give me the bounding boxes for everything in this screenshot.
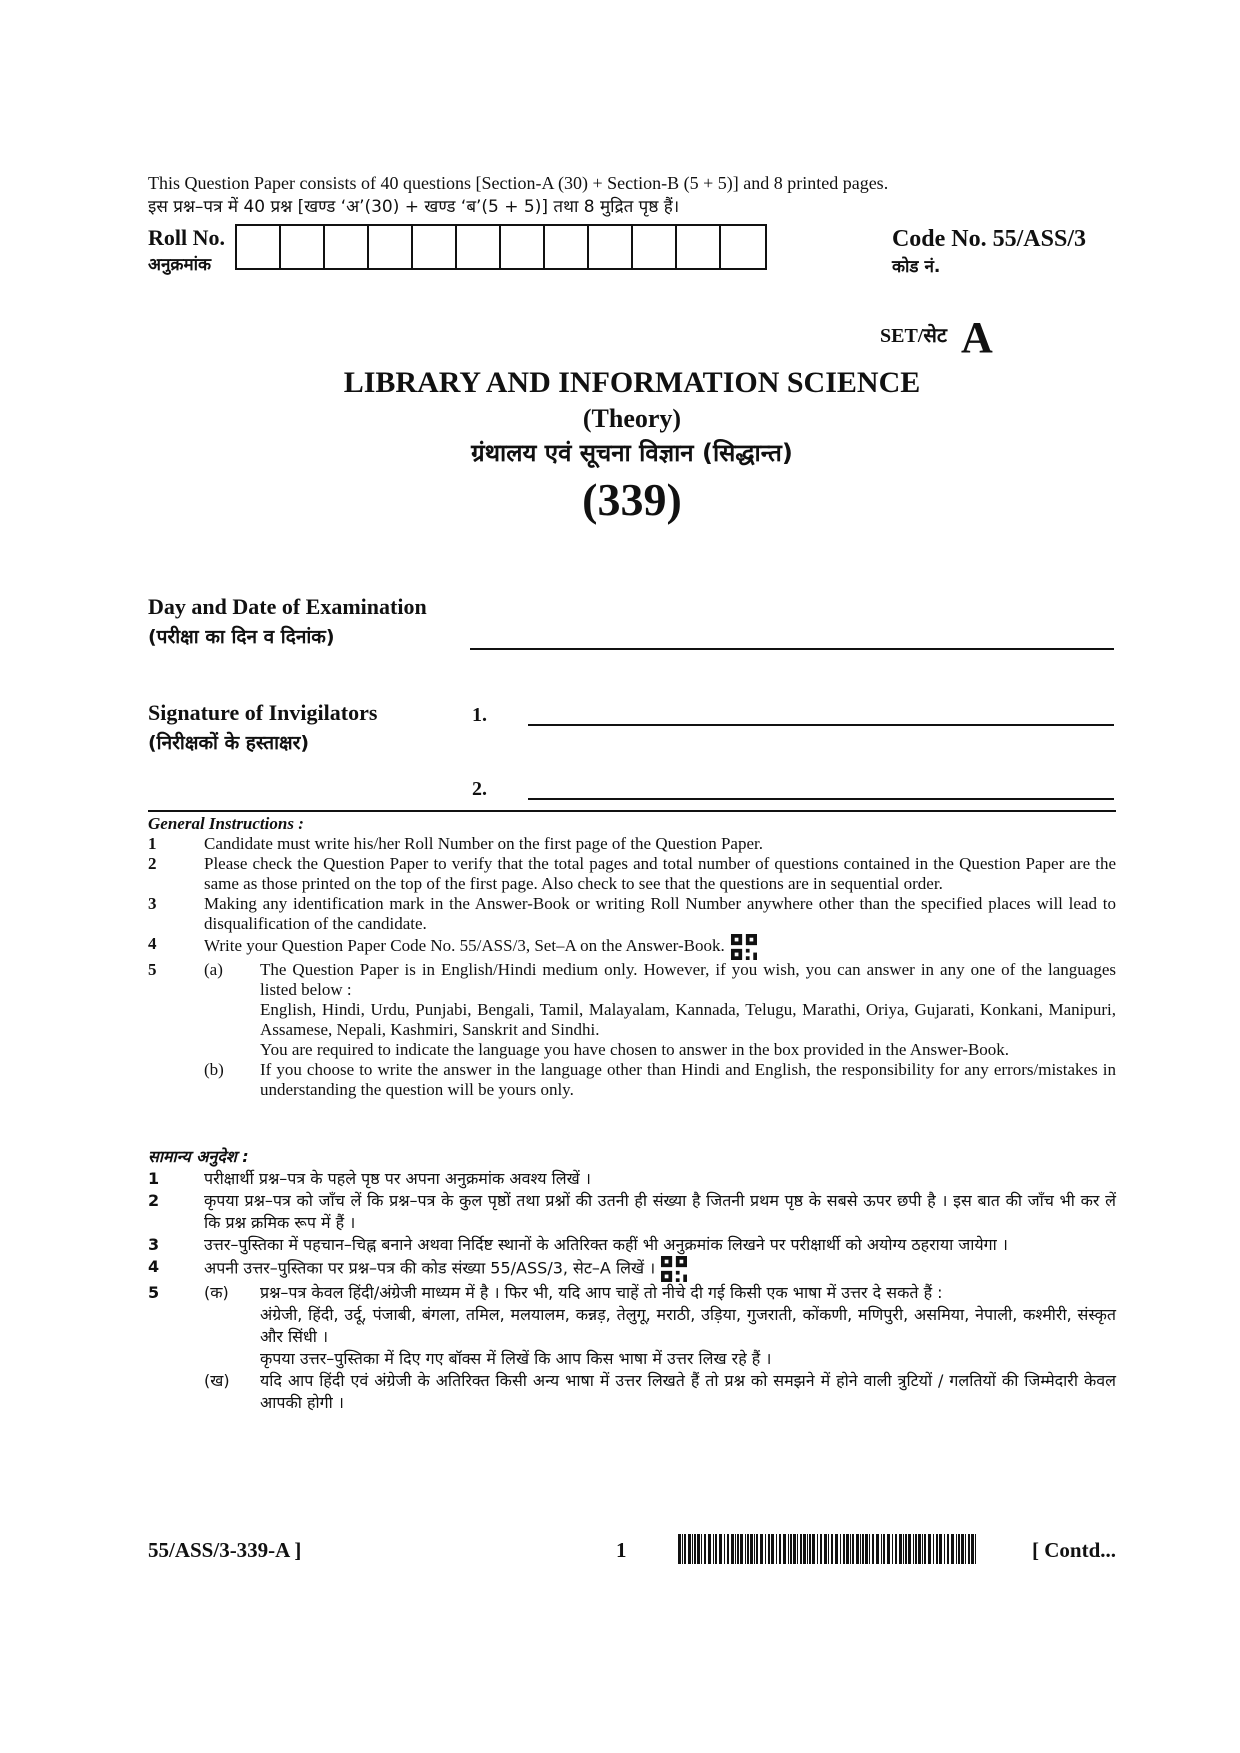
barcode-bar — [760, 1534, 763, 1564]
footer-contd: [ Contd... — [1031, 1538, 1116, 1562]
barcode-bar — [828, 1534, 829, 1564]
barcode-bar — [908, 1534, 911, 1564]
barcode-bar — [682, 1534, 683, 1564]
barcode-bar — [913, 1534, 914, 1564]
barcode-bar — [754, 1534, 755, 1564]
instruction-item: You are required to indicate the language you have chosen to answer in the box provided in the Answer-Book. — [260, 1040, 1010, 1059]
date-line[interactable] — [470, 648, 1114, 650]
signature-field — [148, 698, 377, 758]
barcode-icon — [678, 1534, 978, 1564]
barcode-bar — [776, 1534, 777, 1564]
roll-number-box[interactable] — [413, 226, 457, 268]
barcode-bar — [958, 1534, 960, 1564]
barcode-bar — [719, 1534, 722, 1564]
signature-number-1: 1. — [472, 704, 487, 726]
roll-label: Roll No. — [148, 225, 225, 250]
instruction-item: (b) If you choose to write the answer in the language other than Hindi and English, the responsibility for any errors/mistakes in understanding the question will be yours only. — [204, 1060, 1116, 1099]
barcode-bar — [688, 1534, 691, 1564]
instruction-item: 1 Candidate must write his/her Roll Number on the first page of the Question Paper. — [148, 834, 763, 853]
barcode-bar — [887, 1534, 890, 1564]
barcode-bar — [824, 1534, 827, 1564]
barcode-bar — [793, 1534, 796, 1564]
roll-number-box[interactable] — [281, 226, 325, 268]
paper-info-en: This Question Paper consists of 40 questions [Section-A (30) + Section-B (5 + 5)] and 8 printed pages. — [148, 173, 889, 193]
barcode-bar — [850, 1534, 851, 1564]
roll-label-hi: अनुक्रमांक — [148, 255, 212, 275]
barcode-bar — [862, 1534, 864, 1564]
barcode-bar — [852, 1534, 854, 1564]
qr-code-icon — [731, 934, 757, 960]
page-number: 1 — [616, 1538, 627, 1562]
barcode-bar — [765, 1534, 766, 1564]
instruction-item-hi: 3 उत्तर–पुस्तिका में पहचान–चिह्न बनाने अथवा निर्दिष्ट स्थानों के अतिरिक्त कहीं भी अनुक्रमांक लिखने पर परीक्षार्थी को अयोग्य ठहराया जायेगा । — [148, 1235, 1008, 1254]
instruction-item-hi: अंग्रेजी, हिंदी, उर्दू, पंजाबी, बंगला, तमिल, मलयालम, कन्नड़, तेलुगू, मराठी, उड़िया, गुजराती, कोंकणी, मणिपुरी, असमिया, नेपाली, कश्मीरी, संस्कृत और सिंधी । — [260, 1305, 1116, 1346]
barcode-bar — [820, 1534, 822, 1564]
instruction-item-hi: (ख) यदि आप हिंदी एवं अंग्रेजी के अतिरिक्त किसी अन्य भाषा में उत्तर लिखते हैं तो प्रश्न को समझने में होने वाली त्रुटियों / गलतियों की जिम्मेदारी केवल आपकी होगी । — [204, 1371, 1116, 1412]
roll-number-box[interactable] — [589, 226, 633, 268]
subject-code: (339) — [582, 474, 682, 525]
barcode-bar — [922, 1534, 923, 1564]
barcode-bar — [704, 1534, 706, 1564]
barcode-bar — [883, 1534, 885, 1564]
subject-subtitle: (Theory) — [582, 404, 682, 433]
barcode-bar — [924, 1534, 926, 1564]
date-label: Day and Date of Examination — [148, 594, 427, 619]
barcode-bar — [701, 1534, 702, 1564]
barcode-bar — [735, 1534, 736, 1564]
barcode-bar — [713, 1534, 714, 1564]
barcode-bar — [846, 1534, 849, 1564]
roll-number-box[interactable] — [501, 226, 545, 268]
general-instructions-en — [148, 814, 1116, 1100]
barcode-bar — [745, 1534, 746, 1564]
barcode-bar — [899, 1534, 902, 1564]
barcode-bar — [975, 1534, 976, 1564]
divider — [148, 810, 1116, 812]
instructions-heading-hi: सामान्य अनुदेश : — [148, 1147, 249, 1166]
barcode-bar — [915, 1534, 917, 1564]
barcode-bar — [939, 1534, 942, 1564]
barcode-bar — [779, 1534, 781, 1564]
barcode-bar — [790, 1534, 792, 1564]
barcode-bar — [803, 1534, 806, 1564]
barcode-bar — [768, 1534, 770, 1564]
barcode-bar — [965, 1534, 966, 1564]
barcode-bar — [968, 1534, 970, 1564]
barcode-bar — [797, 1534, 798, 1564]
subject-title: LIBRARY AND INFORMATION SCIENCE — [343, 366, 921, 399]
barcode-bar — [947, 1534, 949, 1564]
roll-number-box[interactable] — [237, 226, 281, 268]
barcode-bar — [807, 1534, 808, 1564]
barcode-bar — [800, 1534, 802, 1564]
barcode-bar — [869, 1534, 870, 1564]
barcode-bar — [740, 1534, 743, 1564]
instruction-item: 3 Making any identification mark in the Answer-Book or writing Roll Number anywhere other than the specified places will lead to disqualification of the candidate. — [148, 894, 1116, 933]
roll-code-row — [148, 224, 1116, 280]
barcode-bar — [936, 1534, 938, 1564]
code-number-hi: कोड नं. — [891, 257, 941, 277]
set-letter: A — [960, 313, 993, 362]
barcode-bar — [756, 1534, 758, 1564]
instruction-item: 5 (a) The Question Paper is in English/Hindi medium only. However, if you wish, you can answer in any one of the languages listed below : — [148, 960, 1116, 999]
barcode-bar — [737, 1534, 739, 1564]
barcode-bar — [933, 1534, 934, 1564]
general-instructions-hi — [148, 1146, 1116, 1414]
page-footer — [148, 1538, 1116, 1578]
roll-number-box[interactable] — [369, 226, 413, 268]
code-number: Code No. 55/ASS/3 — [891, 226, 1086, 252]
set-text: SET/सेट — [880, 325, 947, 348]
instruction-item: 4 Write your Question Paper Code No. 55/ASS/3, Set–A on the Answer-Book. — [148, 934, 1116, 960]
barcode-bar — [895, 1534, 897, 1564]
barcode-bar — [771, 1534, 774, 1564]
subject-title-hi: ग्रंथालय एवं सूचना विज्ञान (सिद्धान्त) — [471, 439, 793, 467]
barcode-bar — [750, 1534, 753, 1564]
footer-code: 55/ASS/3-339-A ] — [148, 1538, 302, 1562]
roll-number-box[interactable] — [677, 226, 721, 268]
roll-number-box[interactable] — [545, 226, 589, 268]
set-label — [880, 312, 993, 363]
barcode-bar — [876, 1534, 879, 1564]
barcode-bar — [809, 1534, 811, 1564]
barcode-bar — [865, 1534, 868, 1564]
barcode-bar — [731, 1534, 734, 1564]
signature-line-1[interactable] — [528, 724, 1114, 726]
barcode-bar — [817, 1534, 818, 1564]
roll-number-box[interactable] — [721, 226, 765, 268]
barcode-bar — [783, 1534, 786, 1564]
question-paper-page — [148, 172, 1116, 1412]
instruction-item: 2 Please check the Question Paper to verify that the total pages and total number of questions contained in the Question Paper are the same as those printed on the top of the first page. Also check to see that the questions are in sequential order. — [148, 854, 1116, 893]
barcode-bar — [727, 1534, 729, 1564]
roll-number-box[interactable] — [325, 226, 369, 268]
signature-label: Signature of Invigilators — [148, 700, 378, 725]
barcode-bar — [944, 1534, 945, 1564]
signature-label-hi: (निरीक्षकों के हस्ताक्षर) — [148, 732, 310, 754]
barcode-bar — [747, 1534, 749, 1564]
barcode-bar — [694, 1534, 696, 1564]
barcode-bar — [971, 1534, 974, 1564]
instruction-item-hi: 4 अपनी उत्तर–पुस्तिका पर प्रश्न–पत्र की कोड संख्या 55/ASS/3, सेट–A लिखें । — [148, 1256, 1116, 1282]
date-label-hi: (परीक्षा का दिन व दिनांक) — [148, 626, 335, 648]
barcode-bar — [812, 1534, 815, 1564]
barcode-bar — [872, 1534, 874, 1564]
barcode-bar — [697, 1534, 700, 1564]
barcode-bar — [903, 1534, 904, 1564]
barcode-bar — [692, 1534, 693, 1564]
barcode-bar — [843, 1534, 845, 1564]
barcode-bar — [918, 1534, 921, 1564]
barcode-bar — [951, 1534, 954, 1564]
barcode-bar — [724, 1534, 725, 1564]
barcode-bar — [840, 1534, 841, 1564]
barcode-bar — [928, 1534, 931, 1564]
barcode-bar — [856, 1534, 859, 1564]
instruction-item-hi: 5 (क) प्रश्न–पत्र केवल हिंदी/अंग्रेजी माध्यम में है । फिर भी, यदि आप चाहें तो नीचे दी गई किसी एक भाषा में उत्तर दे सकते हैं : — [148, 1283, 943, 1302]
instruction-item-hi: 1 परीक्षार्थी प्रश्न–पत्र के पहले पृष्ठ पर अपना अनुक्रमांक अवश्य लिखें । — [148, 1169, 591, 1188]
date-field — [148, 592, 427, 652]
instruction-item: English, Hindi, Urdu, Punjabi, Bengali, Tamil, Malayalam, Kannada, Telugu, Marathi, Oriya, Gujarati, Konkani, Manipuri, Assamese, Nepali, Kashmiri, Sanskrit and Sindhi. — [260, 1000, 1116, 1039]
barcode-bar — [860, 1534, 861, 1564]
barcode-bar — [788, 1534, 789, 1564]
signature-number-2: 2. — [472, 778, 487, 800]
barcode-bar — [684, 1534, 686, 1564]
barcode-bar — [892, 1534, 893, 1564]
barcode-bar — [831, 1534, 833, 1564]
barcode-bar — [905, 1534, 907, 1564]
barcode-bar — [956, 1534, 957, 1564]
paper-info-hi: इस प्रश्न–पत्र में 40 प्रश्न [खण्ड ‘अ’(30) + खण्ड ‘ब’(5 + 5)] तथा 8 मुद्रित पृष्ठ हैं। — [148, 197, 680, 217]
barcode-bar — [715, 1534, 717, 1564]
barcode-bar — [708, 1534, 711, 1564]
instructions-heading: General Instructions : — [148, 814, 304, 833]
signature-line-2[interactable] — [528, 798, 1114, 800]
title-block — [148, 364, 1116, 530]
instruction-item-hi: 2 कृपया प्रश्न–पत्र को जाँच लें कि प्रश्न–पत्र के कुल पृष्ठों तथा प्रश्नों की उतनी ही संख्या है जितनी प्रथम पृष्ठ के सबसे ऊपर छपी है । इस बात की जाँच भी कर लें कि प्रश्न क्रमिक रूप में हैं । — [148, 1191, 1116, 1232]
qr-code-icon — [661, 1256, 687, 1282]
roll-number-box[interactable] — [633, 226, 677, 268]
barcode-bar — [678, 1534, 681, 1564]
barcode-bar — [881, 1534, 882, 1564]
roll-number-boxes[interactable] — [235, 224, 767, 270]
roll-number-box[interactable] — [457, 226, 501, 268]
instruction-item-hi: कृपया उत्तर–पुस्तिका में दिए गए बॉक्स में लिखें कि आप किस भाषा में उत्तर लिख रहे हैं । — [260, 1349, 772, 1368]
barcode-bar — [961, 1534, 964, 1564]
barcode-bar — [835, 1534, 838, 1564]
